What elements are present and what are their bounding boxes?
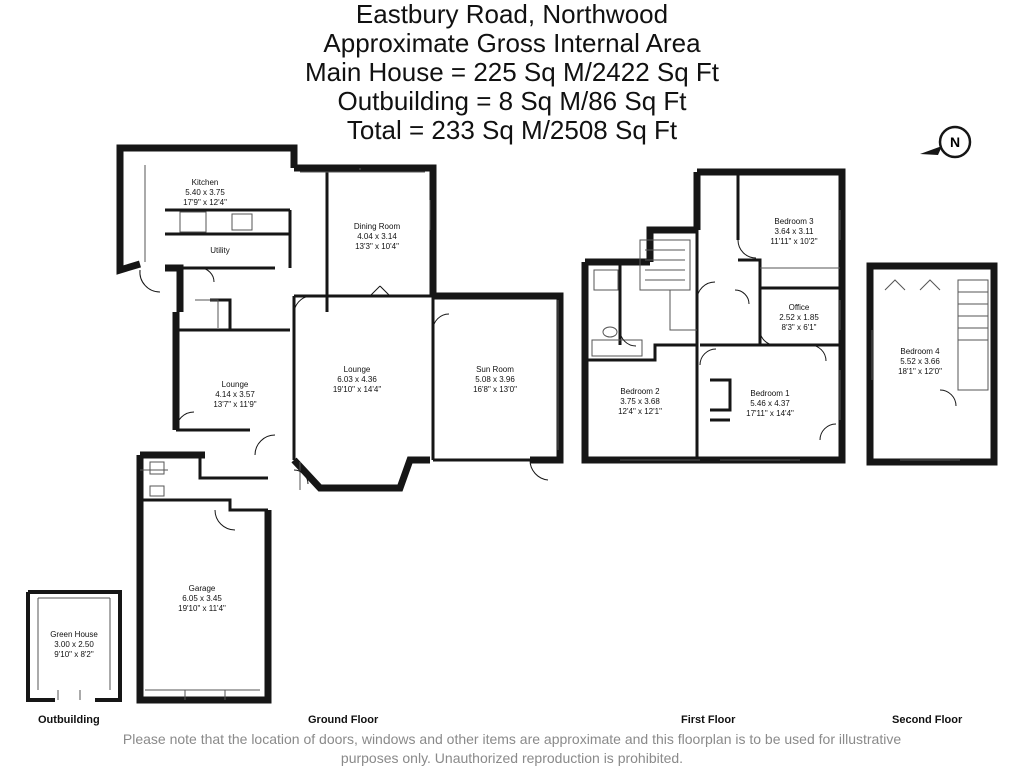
disclaimer-line-2: purposes only. Unauthorized reproduction is prohibited. <box>340 750 684 766</box>
lounge-small-imperial: 13'7" x 11'9" <box>213 400 257 409</box>
bedroom1-name: Bedroom 1 <box>750 389 790 398</box>
garage-imperial: 19'10" x 11'4" <box>178 604 226 613</box>
room-label-bedroom3 <box>770 217 817 246</box>
room-label-lounge-main <box>333 365 381 394</box>
title-outbuilding-area: Outbuilding = 8 Sq M/86 Sq Ft <box>337 86 687 116</box>
room-label-bedroom1 <box>746 389 794 418</box>
kitchen-imperial: 17'9" x 12'4" <box>183 198 227 207</box>
lounge-main-imperial: 19'10" x 14'4" <box>332 385 382 394</box>
compass-letter: N <box>949 134 961 150</box>
bedroom4-imperial: 18'1" x 12'0" <box>898 367 942 376</box>
utility-name: Utility <box>210 246 230 255</box>
floor-label-second: Second Floor <box>892 714 963 726</box>
room-label-bedroom2 <box>618 387 662 416</box>
outbuilding-details <box>38 598 110 700</box>
room-label-greenhouse <box>50 630 98 659</box>
ground-floor-walls <box>120 148 560 700</box>
room-label-sunroom <box>473 365 517 394</box>
room-label-dining <box>354 222 401 251</box>
title-total-area: Total = 233 Sq M/2508 Sq Ft <box>346 115 678 145</box>
title-area-heading: Approximate Gross Internal Area <box>323 28 701 58</box>
bedroom2-imperial: 12'4" x 12'1" <box>618 407 662 416</box>
room-label-office <box>779 303 819 332</box>
bedroom2-name: Bedroom 2 <box>620 387 660 396</box>
room-label-bedroom4 <box>898 347 942 376</box>
bedroom4-metric: 5.52 x 3.66 <box>900 357 940 366</box>
lounge-main-metric: 6.03 x 4.36 <box>337 375 377 384</box>
lounge-small-name: Lounge <box>221 380 249 389</box>
lounge-small-metric: 4.14 x 3.57 <box>215 390 255 399</box>
garage-name: Garage <box>188 584 216 593</box>
lounge-main-name: Lounge <box>343 365 371 374</box>
room-label-kitchen <box>183 178 227 207</box>
office-name: Office <box>788 303 810 312</box>
title-address: Eastbury Road, Northwood <box>355 0 669 29</box>
greenhouse-name: Green House <box>50 630 98 639</box>
office-metric: 2.52 x 1.85 <box>779 313 819 322</box>
first-floor-details <box>592 210 840 460</box>
floor-label-ground: Ground Floor <box>308 714 379 726</box>
dining-name: Dining Room <box>353 222 401 231</box>
dining-imperial: 13'3" x 10'4" <box>355 242 399 251</box>
ground-floor-details <box>140 165 558 700</box>
bedroom1-metric: 5.46 x 4.37 <box>750 399 790 408</box>
sunroom-imperial: 16'8" x 13'0" <box>473 385 517 394</box>
sunroom-name: Sun Room <box>476 365 514 374</box>
room-label-utility <box>210 246 230 255</box>
disclaimer-line-1: Please note that the location of doors, windows and other items are approximate and this floorplan is to be used for illustrative <box>122 731 902 747</box>
kitchen-metric: 5.40 x 3.75 <box>185 188 225 197</box>
disclaimer <box>60 730 964 768</box>
bedroom3-imperial: 11'11" x 10'2" <box>770 237 818 246</box>
second-floor-doors <box>940 390 956 406</box>
room-label-garage <box>178 584 226 613</box>
floor-label-first: First Floor <box>681 714 736 726</box>
sunroom-metric: 5.08 x 3.96 <box>475 375 515 384</box>
bedroom2-metric: 3.75 x 3.68 <box>620 397 660 406</box>
bedroom1-imperial: 17'11" x 14'4" <box>746 409 794 418</box>
bedroom3-name: Bedroom 3 <box>774 217 814 226</box>
office-imperial: 8'3" x 6'1" <box>781 323 817 332</box>
floor-label-outbuilding: Outbuilding <box>38 714 100 726</box>
ground-floor-inner-walls <box>140 170 530 510</box>
compass-icon <box>920 127 970 157</box>
title-main-house-area: Main House = 225 Sq M/2422 Sq Ft <box>304 57 720 87</box>
garage-metric: 6.05 x 3.45 <box>182 594 222 603</box>
greenhouse-imperial: 9'10" x 8'2" <box>54 650 94 659</box>
room-label-lounge-small <box>213 380 256 409</box>
greenhouse-metric: 3.00 x 2.50 <box>54 640 94 649</box>
kitchen-name: Kitchen <box>191 178 219 187</box>
bedroom3-metric: 3.64 x 3.11 <box>774 227 814 236</box>
dining-metric: 4.04 x 3.14 <box>357 232 397 241</box>
bedroom4-name: Bedroom 4 <box>900 347 940 356</box>
